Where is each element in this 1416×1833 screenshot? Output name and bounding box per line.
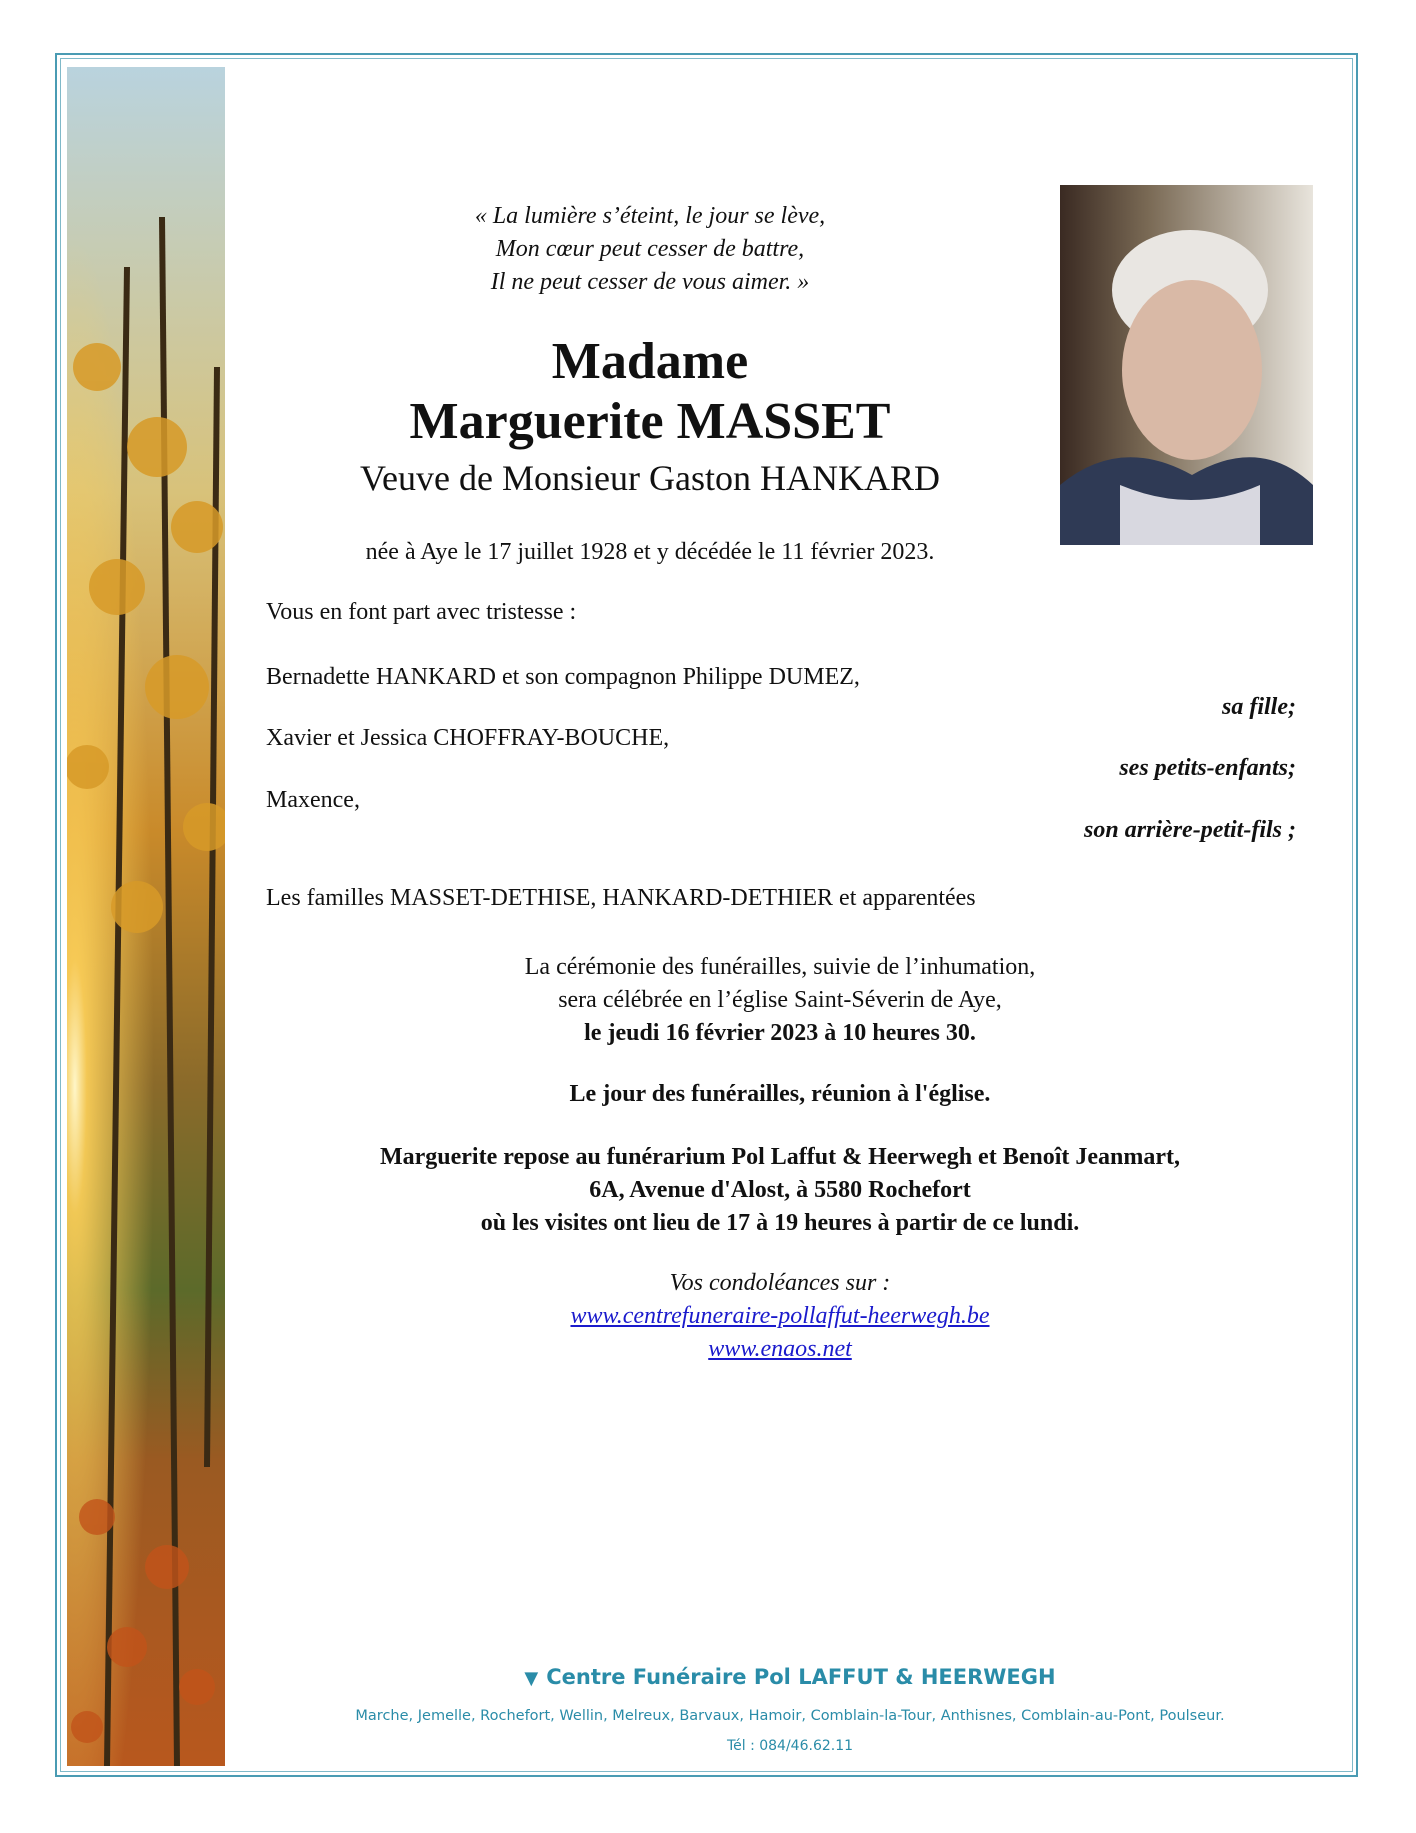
repose-visits: où les visites ont lieu de 17 à 19 heures à partir de ce lundi.: [480, 1210, 1080, 1236]
ceremony-info: [340, 951, 1220, 1050]
triangle-down-icon: ▼: [524, 1668, 539, 1689]
salutation: Madame: [551, 333, 749, 390]
ceremony-line: sera célébrée en l’église Saint-Séverin de Aye,: [558, 987, 1002, 1013]
condolences-lead: Vos condoléances sur :: [669, 1270, 891, 1296]
poem: [250, 200, 1050, 299]
meeting-info: Le jour des funérailles, réunion à l'église.: [569, 1081, 991, 1107]
condolences: [340, 1267, 1220, 1366]
poem-line: Mon cœur peut cesser de battre,: [495, 236, 805, 262]
announcement: Vous en font part avec tristesse :: [266, 599, 577, 625]
family-names-3: Maxence,: [266, 787, 360, 813]
footer-title: [230, 1662, 1350, 1694]
footer-places: Marche, Jemelle, Rochefort, Wellin, Melreux, Barvaux, Hamoir, Comblain-la-Tour, Anthisnes, Comblain-au-Pont, Poulseur.: [355, 1708, 1225, 1724]
condolences-link-enaos[interactable]: www.enaos.net: [708, 1336, 852, 1362]
footer-tel: Tél : 084/46.62.11: [726, 1738, 854, 1754]
ceremony-date: le jeudi 16 février 2023 à 10 heures 30.: [584, 1020, 976, 1046]
poem-line: Il ne peut cesser de vous aimer. »: [490, 269, 810, 295]
widow-of: Veuve de Monsieur Gaston HANKARD: [360, 458, 940, 498]
deceased-portrait: [1060, 185, 1313, 545]
poem-line: « La lumière s’éteint, le jour se lève,: [474, 203, 826, 229]
family-role-3: son arrière-petit-fils ;: [1084, 817, 1296, 843]
ceremony-line: La cérémonie des funérailles, suivie de l’inhumation,: [524, 954, 1036, 980]
family-role-2: ses petits-enfants;: [1119, 755, 1296, 781]
autumn-forest-image: [67, 67, 225, 1766]
repose-line: Marguerite repose au funérarium Pol Laffut & Heerwegh et Benoît Jeanmart,: [379, 1144, 1181, 1170]
family-role-1: sa fille;: [1222, 694, 1296, 720]
repose-info: [260, 1141, 1300, 1240]
footer-title-text: Centre Funéraire Pol LAFFUT & HEERWEGH: [546, 1665, 1056, 1689]
family-names-1: Bernadette HANKARD et son compagnon Philippe DUMEZ,: [266, 664, 860, 690]
family-names-2: Xavier et Jessica CHOFFRAY-BOUCHE,: [266, 725, 670, 751]
repose-address: 6A, Avenue d'Alost, à 5580 Rochefort: [589, 1177, 971, 1203]
birth-death-line: née à Aye le 17 juillet 1928 et y décédée le 11 février 2023.: [365, 539, 935, 565]
deceased-title: [250, 332, 1050, 452]
deceased-name: Marguerite MASSET: [409, 393, 891, 450]
condolences-link-centre[interactable]: www.centrefuneraire-pollaffut-heerwegh.be: [570, 1303, 990, 1329]
families-line: Les familles MASSET-DETHISE, HANKARD-DETHIER et apparentées: [266, 885, 976, 911]
